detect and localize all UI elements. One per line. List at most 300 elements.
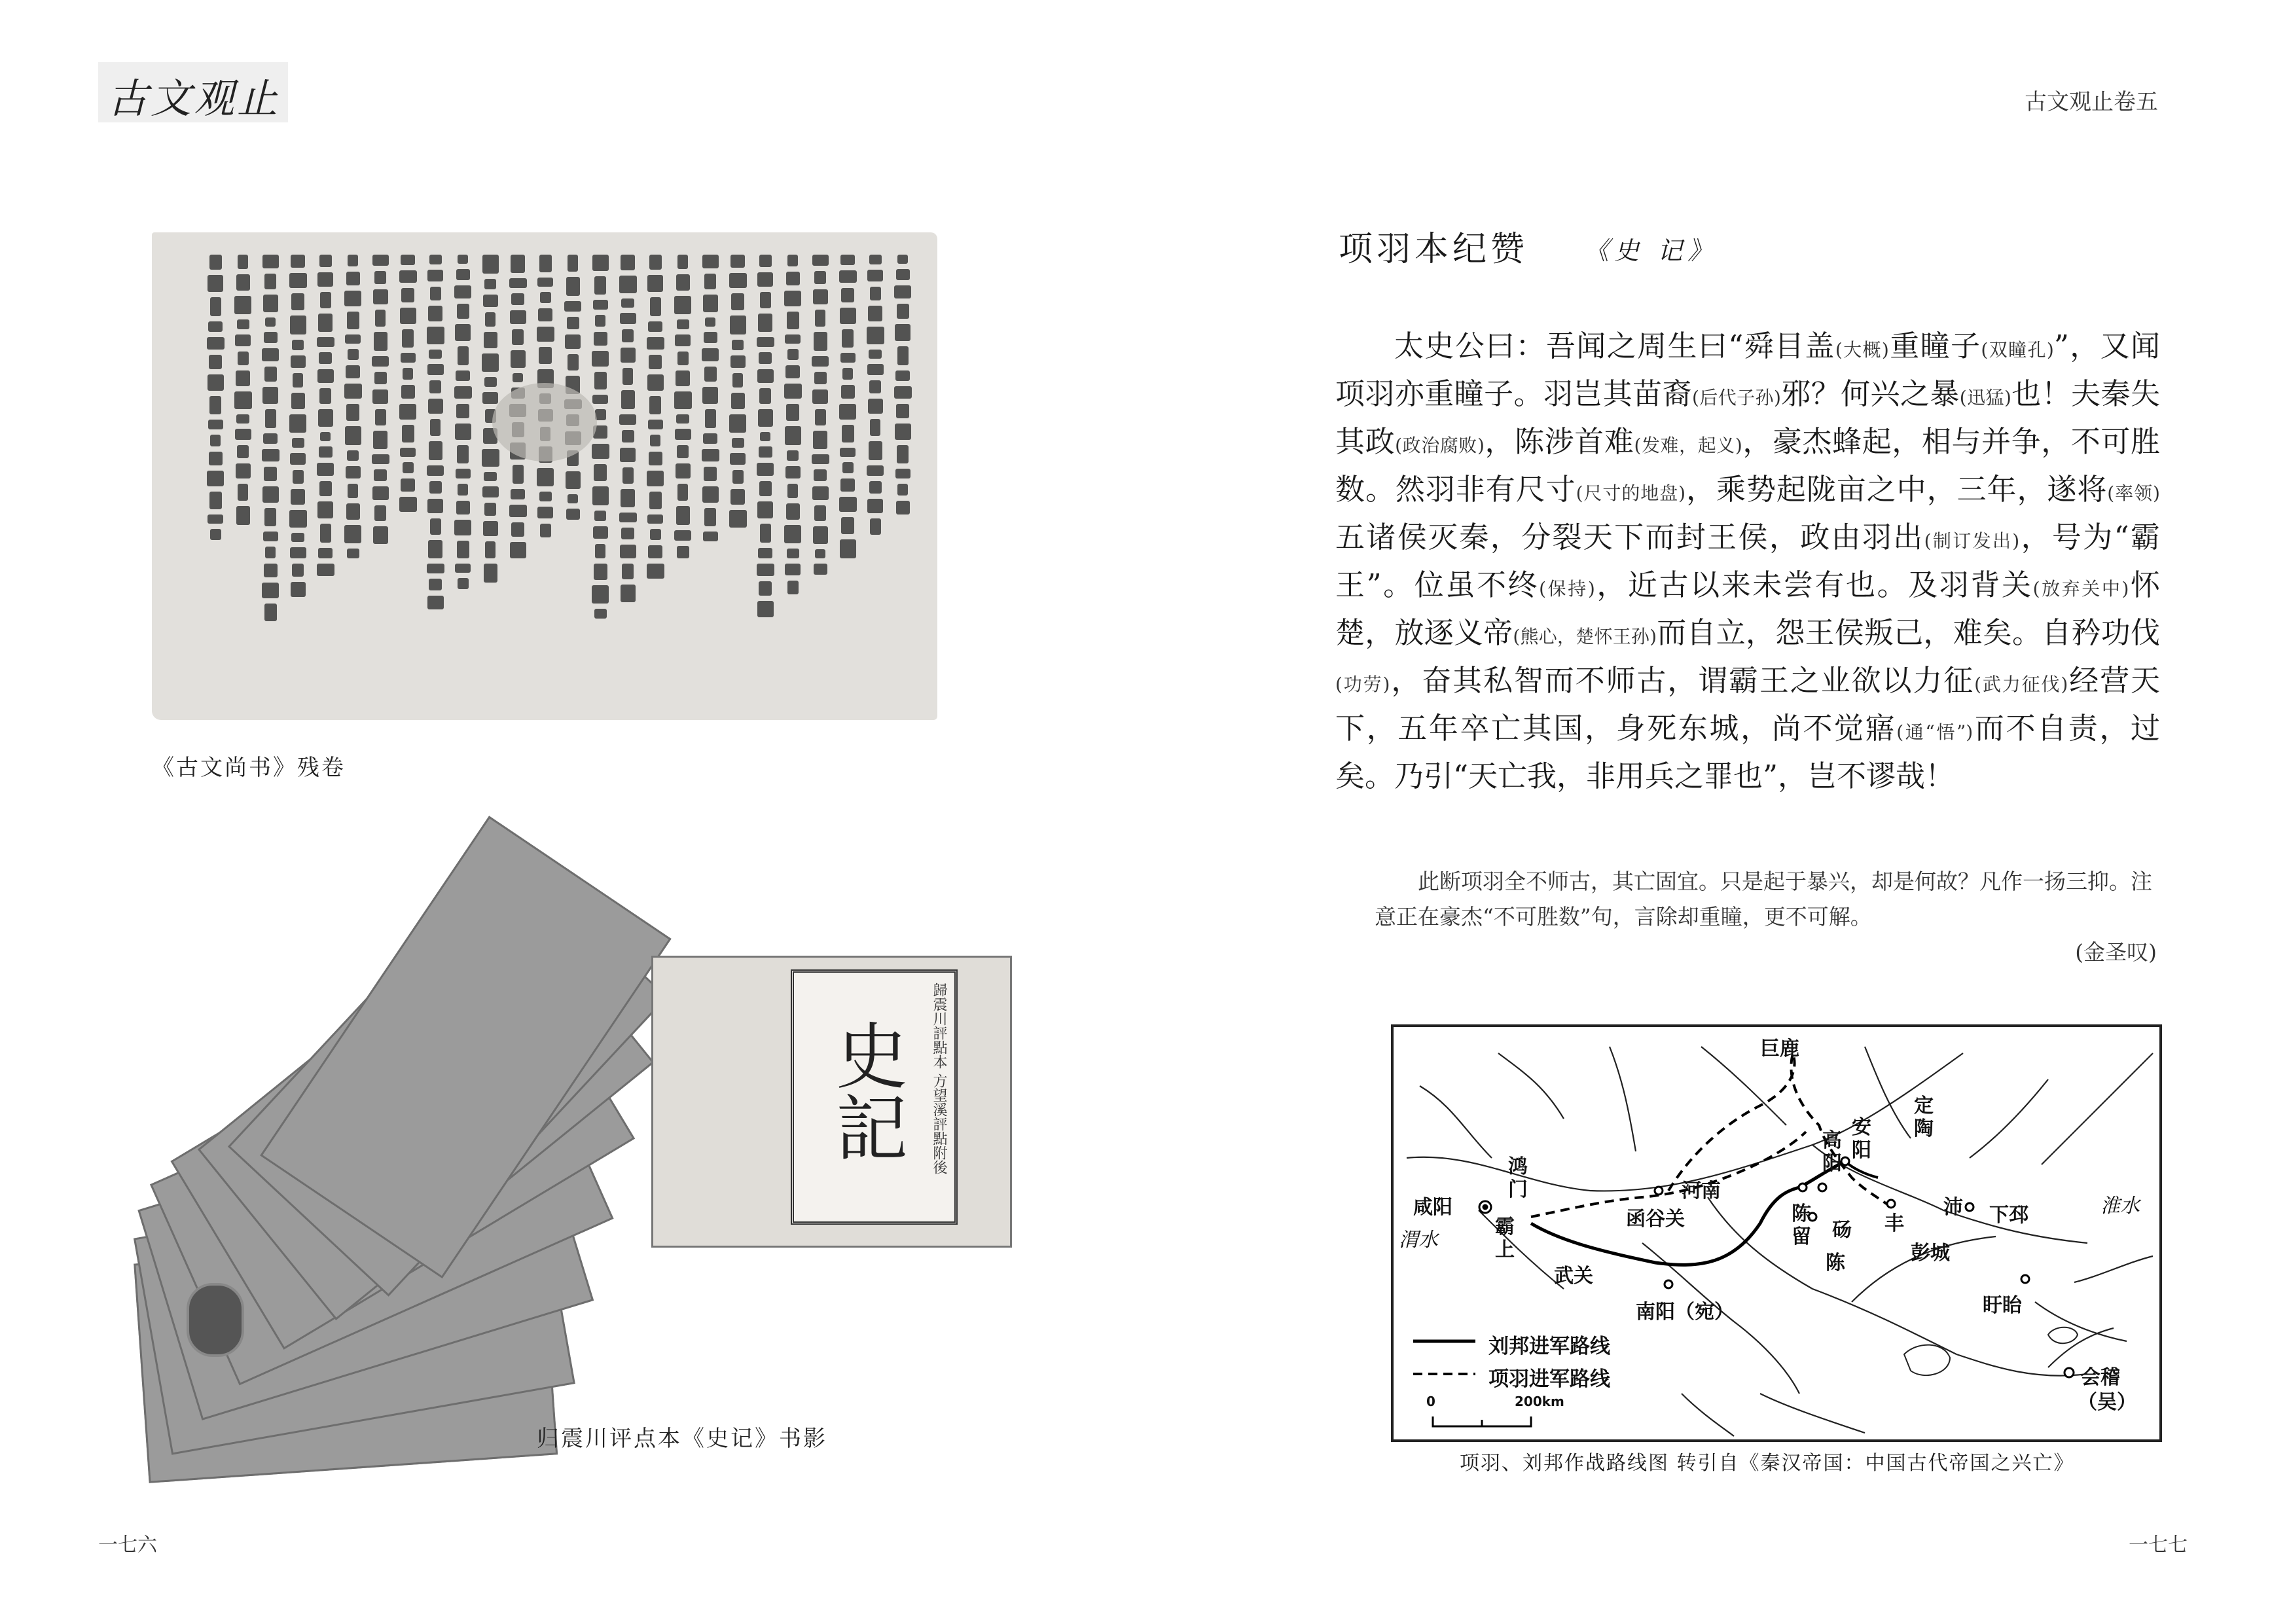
brush-stroke	[319, 352, 332, 364]
brush-stroke	[429, 481, 442, 494]
brush-stroke	[457, 304, 469, 319]
brush-stroke	[702, 486, 719, 503]
main-text	[1335, 324, 2160, 798]
text-run: 而不自责，过矣。乃引“天亡我，非用兵之罪也”，岂不谬哉！	[1335, 711, 2160, 793]
brush-stroke	[814, 505, 826, 521]
brush-stroke	[867, 499, 883, 513]
brush-stroke	[757, 601, 774, 617]
brush-stroke	[732, 470, 744, 484]
brush-stroke	[897, 255, 908, 264]
brush-stroke	[372, 389, 388, 404]
brush-stroke	[319, 255, 332, 267]
brush-stroke	[757, 564, 774, 576]
map-place-label: 安	[1852, 1116, 1871, 1139]
brush-stroke	[870, 419, 880, 436]
brush-stroke	[346, 365, 360, 378]
brush-stroke	[455, 424, 471, 440]
brush-stroke	[732, 373, 743, 388]
brush-stroke	[262, 583, 279, 598]
brush-stroke	[511, 255, 525, 273]
brush-stroke	[703, 295, 718, 312]
brush-stroke	[264, 564, 278, 577]
brush-stroke	[400, 448, 416, 457]
brush-stroke	[813, 431, 827, 449]
brush-stroke	[676, 463, 691, 478]
brush-stroke	[567, 317, 579, 329]
text-run: 怀楚，放逐义帝	[1335, 568, 2160, 650]
brush-stroke	[320, 432, 331, 441]
brush-stroke	[704, 467, 717, 481]
brush-stroke	[539, 255, 552, 272]
brush-stroke	[594, 372, 607, 389]
brush-stroke	[757, 501, 773, 518]
gloss-note: (保持)	[1539, 578, 1595, 600]
brush-stroke	[374, 332, 388, 351]
brush-stroke	[784, 525, 801, 543]
brush-stroke	[427, 465, 444, 476]
brush-stroke	[429, 441, 442, 460]
right-folio: 一七七	[2129, 1534, 2188, 1557]
brush-stroke	[815, 310, 825, 327]
brush-stroke	[293, 373, 303, 388]
page-title: 项羽本纪赞	[1339, 230, 1529, 269]
manuscript-column	[864, 252, 886, 537]
brush-stroke	[842, 329, 854, 348]
brush-stroke	[895, 324, 910, 341]
legend-liu-bang: 刘邦进军路线	[1488, 1335, 1610, 1358]
brush-stroke	[292, 564, 304, 577]
commentary	[1375, 864, 2157, 970]
library-stamp	[187, 1283, 244, 1357]
brush-stroke	[210, 297, 221, 316]
brush-stroke	[731, 293, 744, 310]
left-folio: 一七六	[98, 1534, 157, 1557]
brush-stroke	[594, 464, 607, 481]
brush-stroke	[320, 292, 331, 308]
manuscript-column	[369, 252, 391, 547]
brush-stroke	[484, 279, 496, 289]
map-place-label: 淮水	[2100, 1195, 2140, 1218]
manuscript-column	[232, 252, 254, 528]
cover-subtitle	[929, 983, 948, 1174]
manuscript-stain	[492, 383, 597, 461]
brush-stroke	[620, 545, 636, 558]
brush-stroke	[619, 513, 637, 522]
brush-stroke	[841, 385, 855, 399]
brush-stroke	[319, 446, 333, 458]
brush-stroke	[757, 337, 774, 347]
brush-stroke	[647, 374, 664, 391]
brush-stroke	[869, 441, 882, 460]
brush-stroke	[595, 315, 605, 327]
brush-stroke	[235, 429, 251, 440]
map-caption: 项羽、刘邦作战路线图 转引自《秦汉帝国：中国古代帝国之兴亡》	[1460, 1452, 2075, 1475]
brush-stroke	[238, 352, 249, 365]
brush-stroke	[594, 276, 606, 295]
gloss-note: (功劳)	[1335, 674, 1390, 695]
map-place-label: 门	[1508, 1178, 1528, 1201]
brush-stroke	[813, 526, 828, 544]
brush-stroke	[372, 486, 389, 500]
brush-stroke	[538, 308, 552, 321]
brush-stroke	[869, 255, 882, 264]
text-run: ，乘势起陇亩之中，三年，遂将	[1685, 472, 2108, 507]
brush-stroke	[622, 368, 633, 385]
brush-stroke	[785, 365, 800, 378]
brush-stroke	[509, 278, 527, 288]
brush-stroke	[895, 424, 911, 440]
brush-stroke	[732, 438, 744, 448]
brush-stroke	[237, 445, 249, 458]
brush-stroke	[485, 541, 496, 558]
map-place-label: 渭水	[1399, 1229, 1438, 1252]
brush-stroke	[840, 255, 855, 265]
brush-stroke	[456, 404, 469, 418]
brush-stroke	[236, 463, 251, 478]
brush-stroke	[237, 319, 249, 329]
brush-stroke	[482, 392, 498, 404]
brush-stroke	[622, 329, 634, 342]
brush-stroke	[648, 321, 662, 332]
brush-stroke	[372, 255, 389, 266]
brush-stroke	[428, 306, 442, 321]
brush-stroke	[620, 448, 636, 462]
brush-stroke	[784, 384, 802, 399]
brush-stroke	[456, 501, 470, 514]
brush-stroke	[236, 370, 250, 386]
brush-stroke	[867, 327, 884, 344]
manuscript-column	[892, 252, 914, 517]
map-place-label: 下邳	[1989, 1204, 2028, 1227]
brush-stroke	[289, 414, 306, 433]
text-run: 重瞳子	[1888, 329, 1981, 363]
brush-stroke	[621, 390, 635, 409]
brush-stroke	[430, 419, 441, 436]
brush-stroke	[566, 471, 581, 489]
brush-stroke	[649, 355, 662, 369]
brush-stroke	[511, 293, 524, 305]
brush-stroke	[402, 425, 414, 442]
brush-stroke	[375, 310, 386, 327]
brush-stroke	[510, 310, 526, 324]
legend-xiang-yu: 项羽进军路线	[1488, 1367, 1610, 1391]
commentary-attribution: (金圣叹)	[2075, 939, 2157, 965]
map-place-label: 函谷关	[1626, 1208, 1685, 1231]
text-run: 邪？何兴之暴	[1780, 376, 1960, 411]
gloss-note: (迅猛)	[1959, 387, 2011, 408]
brush-stroke	[344, 525, 361, 543]
brush-stroke	[568, 354, 579, 370]
map-place-label: 武关	[1554, 1265, 1593, 1288]
text-run: ”，又闻项羽亦重瞳子。羽岂其苗裔	[1335, 329, 2160, 411]
brush-stroke	[537, 468, 554, 486]
brush-stroke	[869, 350, 882, 359]
brush-stroke	[375, 409, 386, 425]
map-place-label: 沛	[1943, 1196, 1963, 1219]
photo1-caption: 《古文尚书》残卷	[152, 755, 346, 781]
brush-stroke	[374, 469, 387, 481]
book-photo	[141, 920, 947, 1476]
brush-stroke	[346, 404, 359, 421]
brush-stroke	[289, 510, 307, 528]
scale-zero: 0	[1426, 1394, 1435, 1409]
brush-stroke	[730, 316, 746, 334]
map-place-label: 会稽	[2081, 1366, 2120, 1389]
brush-stroke	[234, 391, 252, 409]
brush-stroke	[593, 526, 608, 539]
brush-stroke	[787, 255, 798, 266]
brush-stroke	[484, 503, 496, 516]
brush-stroke	[870, 518, 881, 535]
brush-stroke	[512, 329, 524, 345]
brush-stroke	[484, 332, 497, 348]
manuscript-column	[314, 252, 336, 579]
brush-stroke	[346, 503, 360, 520]
brush-stroke	[704, 367, 717, 382]
brush-stroke	[511, 350, 526, 368]
brush-stroke	[374, 372, 387, 384]
brush-stroke	[319, 481, 332, 496]
brush-stroke	[760, 292, 771, 308]
manuscript-column	[342, 252, 364, 561]
brush-stroke	[759, 481, 772, 496]
gloss-note: (尺寸的地盘)	[1576, 482, 1686, 504]
brush-stroke	[292, 438, 304, 448]
brush-stroke	[894, 386, 912, 399]
brush-stroke	[484, 564, 497, 583]
brush-stroke	[345, 334, 361, 344]
brush-stroke	[457, 541, 469, 558]
brush-stroke	[262, 449, 279, 461]
map-place-label: 上	[1495, 1238, 1515, 1261]
map-place-label: 盱眙	[1983, 1294, 2022, 1317]
brush-stroke	[346, 272, 360, 285]
brush-stroke	[731, 393, 745, 409]
brush-stroke	[456, 370, 470, 381]
brush-stroke	[209, 355, 222, 369]
brush-stroke	[730, 255, 745, 268]
brush-stroke	[674, 391, 692, 409]
brush-stroke	[647, 337, 664, 350]
brush-stroke	[730, 453, 746, 465]
brush-stroke	[454, 520, 471, 535]
brush-stroke	[896, 501, 910, 514]
brush-stroke	[289, 273, 307, 288]
brush-stroke	[401, 478, 415, 492]
brush-stroke	[895, 370, 910, 381]
brush-stroke	[897, 304, 909, 319]
brush-stroke	[427, 327, 444, 344]
brush-stroke	[594, 564, 607, 580]
brush-stroke	[293, 470, 304, 484]
brush-stroke	[758, 409, 773, 427]
map-place-label: 彭城	[1911, 1242, 1950, 1265]
brush-stroke	[374, 505, 386, 521]
brush-stroke	[729, 510, 747, 528]
gloss-note: (双瞳孔)	[1981, 339, 2054, 361]
brush-stroke	[868, 306, 882, 321]
manuscript-photo	[152, 232, 937, 720]
brush-stroke	[649, 452, 662, 465]
brush-stroke	[592, 395, 608, 404]
brush-stroke	[210, 529, 221, 540]
brush-stroke	[729, 273, 747, 288]
brush-stroke	[868, 399, 883, 414]
brush-stroke	[373, 289, 388, 304]
map-place-label: 丰	[1884, 1212, 1904, 1235]
brush-stroke	[787, 581, 799, 594]
brush-stroke	[677, 484, 688, 501]
map-place-label: 砀	[1832, 1219, 1852, 1242]
brush-stroke	[401, 288, 414, 302]
brush-stroke	[759, 446, 772, 458]
brush-stroke	[207, 337, 225, 350]
brush-stroke	[292, 340, 304, 350]
gloss-note: (发难，起义)	[1634, 435, 1742, 456]
brush-stroke	[896, 404, 909, 418]
brush-stroke	[264, 332, 278, 343]
gloss-note: (通“悟”)	[1896, 721, 1974, 743]
brush-stroke	[841, 288, 854, 302]
brush-stroke	[677, 546, 689, 558]
brush-stroke	[759, 352, 772, 364]
source-title: 《史 记》	[1584, 236, 1718, 265]
brush-stroke	[207, 514, 223, 524]
brush-stroke	[456, 469, 471, 478]
brush-stroke	[429, 255, 442, 264]
brush-stroke	[399, 404, 416, 420]
brush-stroke	[265, 409, 276, 428]
brush-stroke	[675, 429, 691, 440]
brush-stroke	[814, 332, 827, 351]
brush-stroke	[344, 291, 361, 306]
book-logo	[98, 62, 288, 122]
manuscript-column	[837, 252, 859, 561]
brush-stroke	[263, 433, 278, 444]
brush-stroke	[264, 604, 277, 621]
brush-stroke	[564, 301, 581, 312]
brush-stroke	[236, 274, 250, 291]
brush-stroke	[839, 270, 857, 283]
brush-stroke	[540, 292, 551, 303]
brush-stroke	[427, 564, 444, 573]
brush-stroke	[430, 518, 441, 535]
brush-stroke	[839, 404, 856, 420]
brush-stroke	[348, 255, 358, 266]
scale-km: 200km	[1515, 1394, 1564, 1409]
brush-stroke	[676, 370, 690, 386]
brush-stroke	[290, 453, 306, 465]
brush-stroke	[262, 486, 279, 503]
brush-stroke	[840, 353, 856, 363]
gloss-note: (熊心，楚怀王孙)	[1513, 626, 1657, 647]
brush-stroke	[812, 454, 829, 464]
map-place-label: 霸	[1495, 1216, 1515, 1238]
brush-stroke	[511, 489, 525, 499]
cover-label	[791, 969, 958, 1225]
brush-stroke	[619, 414, 636, 425]
brush-stroke	[458, 255, 468, 264]
manuscript-column	[754, 252, 776, 620]
running-head: 古文观止卷五	[2025, 89, 2158, 115]
brush-stroke	[867, 364, 884, 375]
brush-stroke	[318, 409, 333, 427]
brush-stroke	[757, 272, 773, 287]
brush-stroke	[344, 384, 362, 399]
brush-stroke	[813, 289, 828, 304]
brush-stroke	[897, 484, 908, 496]
brush-stroke	[210, 435, 221, 446]
brush-stroke	[760, 524, 771, 543]
brush-stroke	[537, 278, 553, 287]
gloss-note: (制订发出)	[1924, 530, 2020, 552]
brush-stroke	[870, 287, 881, 300]
brush-stroke	[401, 385, 415, 399]
brush-stroke	[812, 255, 829, 266]
brush-stroke	[649, 255, 662, 270]
brush-stroke	[760, 432, 770, 441]
brush-stroke	[291, 393, 305, 409]
brush-stroke	[484, 472, 497, 481]
brush-stroke	[840, 448, 856, 457]
brush-stroke	[702, 449, 719, 461]
brush-stroke	[374, 271, 386, 284]
brush-stroke	[621, 489, 635, 507]
map-place-label: 定	[1914, 1094, 1934, 1117]
brush-stroke	[895, 469, 910, 478]
manuscript-column	[617, 252, 639, 605]
brush-stroke	[869, 481, 882, 494]
brush-stroke	[759, 581, 772, 596]
text-run: 而自立，怨王侯叛己，难矣。自矜功伐	[1657, 615, 2160, 650]
gloss-note: (率领)	[2107, 482, 2160, 504]
brush-stroke	[234, 296, 251, 314]
manuscript-column	[204, 252, 226, 543]
brush-stroke	[812, 486, 829, 500]
brush-stroke	[482, 449, 499, 467]
brush-stroke	[238, 255, 248, 269]
brush-stroke	[209, 396, 221, 414]
brush-stroke	[540, 524, 551, 537]
brush-stroke	[677, 445, 689, 458]
brush-stroke	[842, 368, 853, 380]
brush-stroke	[621, 348, 636, 363]
brush-stroke	[839, 497, 857, 512]
brush-stroke	[786, 272, 800, 285]
manuscript-column	[397, 252, 419, 514]
brush-stroke	[842, 462, 854, 473]
brush-stroke	[594, 609, 607, 619]
brush-stroke	[428, 540, 442, 558]
brush-stroke	[372, 454, 389, 464]
map-place-label: 河南	[1682, 1180, 1721, 1202]
brush-stroke	[454, 386, 472, 399]
brush-stroke	[235, 334, 251, 346]
brush-stroke	[595, 544, 605, 558]
brush-stroke	[317, 463, 334, 476]
brush-stroke	[207, 374, 224, 391]
brush-stroke	[482, 353, 499, 372]
brush-stroke	[841, 517, 854, 534]
brush-stroke	[348, 484, 358, 498]
brush-stroke	[649, 396, 661, 414]
brush-stroke	[401, 255, 415, 265]
brush-stroke	[814, 469, 827, 481]
brush-stroke	[621, 585, 636, 602]
brush-stroke	[730, 489, 745, 505]
brush-stroke	[509, 505, 527, 517]
brush-stroke	[427, 596, 444, 609]
